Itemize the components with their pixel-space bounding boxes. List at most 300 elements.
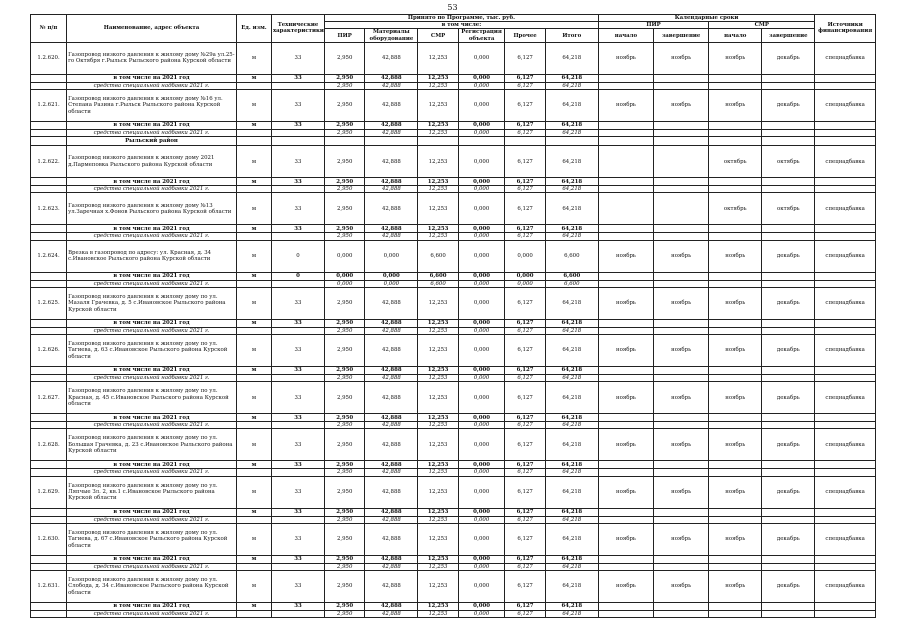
other-cell: 6,127: [505, 367, 545, 375]
other-cell: 6,127: [505, 563, 545, 570]
total-cell: 64,218: [545, 555, 598, 563]
pir-cell: 2,950: [325, 555, 365, 563]
special-funds-row: [31, 233, 876, 240]
reg-cell: 0,000: [458, 476, 505, 508]
other-cell: 6,127: [505, 74, 545, 82]
tech-cell: 33: [271, 382, 324, 414]
smr-cell: 12,253: [418, 422, 458, 429]
pir-cell: 2,950: [325, 516, 365, 523]
reg-cell: 0,000: [458, 193, 505, 225]
other-cell: 6,127: [505, 429, 545, 461]
unit-cell: м: [236, 335, 271, 367]
pir-start-cell: ноябрь: [598, 335, 653, 367]
total-cell: 64,218: [545, 130, 598, 137]
materials-cell: 42,888: [365, 130, 418, 137]
total-cell: 64,218: [545, 146, 598, 178]
smr-cell: 12,253: [418, 375, 458, 382]
materials-cell: 42,888: [365, 422, 418, 429]
smr-cell: 12,253: [418, 571, 458, 603]
smr-cell: 12,253: [418, 476, 458, 508]
total-cell: 64,218: [545, 476, 598, 508]
materials-cell: 42,888: [365, 42, 418, 74]
pir-cell: 2,950: [325, 225, 365, 233]
source-cell: спецнадбавка: [815, 523, 876, 555]
special-funds-row: [31, 327, 876, 334]
object-name: Газопровод низкого давления к жилому дому 2021 д.Пармеповка Рыльского района Курской области: [67, 146, 237, 178]
unit-cell: м: [236, 508, 271, 516]
special-funds-label: средства специальной надбавки 2021 г.: [67, 469, 237, 476]
source-cell: спецнадбавка: [815, 193, 876, 225]
total-cell: 64,218: [545, 82, 598, 89]
tech-cell: 33: [271, 523, 324, 555]
other-cell: 6,127: [505, 42, 545, 74]
reg-cell: 0,000: [458, 335, 505, 367]
subtotal-row: [31, 414, 876, 422]
materials-cell: 42,888: [365, 555, 418, 563]
smr-cell: 12,253: [418, 193, 458, 225]
object-name: Газопровод низкого давления к жилому дому по ул. Большая Грачевка, д. 23 с.Ивановское Рыльского района Курской области: [67, 429, 237, 461]
materials-cell: 42,888: [365, 563, 418, 570]
source-cell: спецнадбавка: [815, 335, 876, 367]
other-cell: 6,127: [505, 461, 545, 469]
materials-cell: 42,888: [365, 178, 418, 186]
subtotal-row: [31, 122, 876, 130]
section-title: Рыльский район: [67, 137, 237, 146]
materials-cell: 0,000: [365, 240, 418, 272]
unit-cell: м: [236, 603, 271, 611]
materials-cell: 42,888: [365, 327, 418, 334]
unit-cell: м: [236, 225, 271, 233]
tech-cell: 33: [271, 122, 324, 130]
tech-cell: 33: [271, 335, 324, 367]
smr-cell: 12,253: [418, 414, 458, 422]
reg-cell: 0,000: [458, 611, 505, 618]
subtotal-row: [31, 74, 876, 82]
other-cell: 6,127: [505, 375, 545, 382]
smr-cell: 6,600: [418, 280, 458, 287]
reg-cell: 0,000: [458, 516, 505, 523]
smr-cell: 12,253: [418, 327, 458, 334]
table-row: [31, 42, 876, 74]
reg-cell: 0,000: [458, 90, 505, 122]
smr-cell: 12,253: [418, 429, 458, 461]
object-name: Газопровод низкого давления к жилому дому по ул. Тагиева, д. 67 с.Ивановское Рыльского района Курской области: [67, 523, 237, 555]
special-funds-label: средства специальной надбавки 2021 г.: [67, 375, 237, 382]
materials-cell: 42,888: [365, 74, 418, 82]
unit-cell: м: [236, 272, 271, 280]
total-cell: 64,218: [545, 508, 598, 516]
row-num: 1.2.625.: [31, 287, 67, 319]
smr-cell: 12,253: [418, 42, 458, 74]
header-smr: СМР: [418, 29, 458, 42]
tech-cell: 33: [271, 193, 324, 225]
materials-cell: 42,888: [365, 375, 418, 382]
reg-cell: 0,000: [458, 327, 505, 334]
smr-start-cell: октябрь: [709, 193, 762, 225]
smr-cell: 12,253: [418, 603, 458, 611]
reg-cell: 0,000: [458, 461, 505, 469]
subtotal-label: в том числе на 2021 год: [67, 122, 237, 130]
header-tech: Технические характеристики: [271, 15, 324, 43]
special-funds-row: [31, 516, 876, 523]
section-row: [31, 137, 876, 146]
total-cell: 64,218: [545, 523, 598, 555]
unit-cell: м: [236, 414, 271, 422]
table-row: [31, 287, 876, 319]
smr-cell: 12,253: [418, 122, 458, 130]
smr-end-cell: декабрь: [762, 523, 815, 555]
pir-cell: 2,950: [325, 375, 365, 382]
subtotal-label: в том числе на 2021 год: [67, 178, 237, 186]
materials-cell: 42,888: [365, 146, 418, 178]
special-funds-row: [31, 280, 876, 287]
pir-start-cell: ноябрь: [598, 240, 653, 272]
total-cell: 64,218: [545, 327, 598, 334]
pir-cell: 2,950: [325, 422, 365, 429]
pir-end-cell: ноябрь: [654, 382, 709, 414]
row-num: 1.2.626.: [31, 335, 67, 367]
pir-cell: 2,950: [325, 327, 365, 334]
pir-end-cell: ноябрь: [654, 90, 709, 122]
special-funds-row: [31, 469, 876, 476]
reg-cell: 0,000: [458, 429, 505, 461]
special-funds-row: [31, 375, 876, 382]
materials-cell: 42,888: [365, 193, 418, 225]
total-cell: 64,218: [545, 225, 598, 233]
table-row: [31, 476, 876, 508]
tech-cell: 0: [271, 272, 324, 280]
row-num: 1.2.620.: [31, 42, 67, 74]
materials-cell: 42,888: [365, 122, 418, 130]
smr-start-cell: ноябрь: [709, 42, 762, 74]
subtotal-label: в том числе на 2021 год: [67, 74, 237, 82]
other-cell: 6,127: [505, 611, 545, 618]
reg-cell: 0,000: [458, 130, 505, 137]
special-funds-row: [31, 82, 876, 89]
reg-cell: 0,000: [458, 272, 505, 280]
tech-cell: 33: [271, 42, 324, 74]
pir-end-cell: ноябрь: [654, 429, 709, 461]
reg-cell: 0,000: [458, 422, 505, 429]
special-funds-label: средства специальной надбавки 2021 г.: [67, 327, 237, 334]
total-cell: 64,218: [545, 516, 598, 523]
source-cell: спецнадбавка: [815, 287, 876, 319]
other-cell: 6,127: [505, 476, 545, 508]
pir-cell: 2,950: [325, 130, 365, 137]
table-row: [31, 146, 876, 178]
unit-cell: м: [236, 367, 271, 375]
row-num: 1.2.627.: [31, 382, 67, 414]
materials-cell: 42,888: [365, 335, 418, 367]
pir-cell: 2,950: [325, 146, 365, 178]
smr-cell: 6,600: [418, 240, 458, 272]
tech-cell: 33: [271, 476, 324, 508]
unit-cell: м: [236, 178, 271, 186]
pir-start-cell: [598, 193, 653, 225]
pir-cell: 2,950: [325, 508, 365, 516]
subtotal-label: в том числе на 2021 год: [67, 225, 237, 233]
unit-cell: м: [236, 42, 271, 74]
tech-cell: 33: [271, 225, 324, 233]
pir-cell: 2,950: [325, 90, 365, 122]
pir-cell: 2,950: [325, 287, 365, 319]
materials-cell: 42,888: [365, 571, 418, 603]
reg-cell: 0,000: [458, 122, 505, 130]
unit-cell: м: [236, 74, 271, 82]
subtotal-label: в том числе на 2021 год: [67, 319, 237, 327]
smr-start-cell: ноябрь: [709, 335, 762, 367]
tech-cell: 33: [271, 571, 324, 603]
reg-cell: 0,000: [458, 555, 505, 563]
unit-cell: м: [236, 461, 271, 469]
header-materials: Материалы оборудование: [365, 29, 418, 42]
reg-cell: 0,000: [458, 563, 505, 570]
smr-cell: 12,253: [418, 523, 458, 555]
table-row: [31, 193, 876, 225]
pir-start-cell: ноябрь: [598, 90, 653, 122]
program-table: [30, 14, 876, 618]
source-cell: спецнадбавка: [815, 42, 876, 74]
reg-cell: 0,000: [458, 233, 505, 240]
pir-cell: 2,950: [325, 603, 365, 611]
pir-start-cell: ноябрь: [598, 382, 653, 414]
reg-cell: 0,000: [458, 74, 505, 82]
smr-cell: 12,253: [418, 516, 458, 523]
smr-cell: 12,253: [418, 367, 458, 375]
table-row: [31, 571, 876, 603]
total-cell: 64,218: [545, 122, 598, 130]
smr-cell: 12,253: [418, 563, 458, 570]
smr-end-cell: декабрь: [762, 42, 815, 74]
object-name: Газопровод низкого давления к жилому дому по ул. Ляпчые Зл. 2, кв.1 с.Ивановское Рыльского района Курской области: [67, 476, 237, 508]
other-cell: 6,127: [505, 146, 545, 178]
reg-cell: 0,000: [458, 571, 505, 603]
smr-cell: 12,253: [418, 469, 458, 476]
reg-cell: 0,000: [458, 42, 505, 74]
tech-cell: 33: [271, 74, 324, 82]
unit-cell: м: [236, 555, 271, 563]
pir-start-cell: ноябрь: [598, 287, 653, 319]
pir-start-cell: ноябрь: [598, 571, 653, 603]
other-cell: 6,127: [505, 90, 545, 122]
other-cell: 6,127: [505, 516, 545, 523]
smr-cell: 12,253: [418, 90, 458, 122]
row-num: 1.2.621.: [31, 90, 67, 122]
other-cell: 0,000: [505, 240, 545, 272]
smr-end-cell: декабрь: [762, 90, 815, 122]
subtotal-row: [31, 178, 876, 186]
smr-cell: 12,253: [418, 555, 458, 563]
special-funds-label: средства специальной надбавки 2021 г.: [67, 233, 237, 240]
special-funds-label: средства специальной надбавки 2021 г.: [67, 422, 237, 429]
table-row: [31, 90, 876, 122]
unit-cell: м: [236, 193, 271, 225]
subtotal-row: [31, 272, 876, 280]
pir-cell: 2,950: [325, 367, 365, 375]
subtotal-label: в том числе на 2021 год: [67, 461, 237, 469]
total-cell: 64,218: [545, 367, 598, 375]
total-cell: 64,218: [545, 429, 598, 461]
total-cell: 64,218: [545, 611, 598, 618]
row-num: 1.2.631.: [31, 571, 67, 603]
object-name: Газопровод низкого давления к жилому дому №29а ул.25-го Октября г.Рыльск Рыльского района Курской области: [67, 42, 237, 74]
pir-end-cell: ноябрь: [654, 42, 709, 74]
smr-end-cell: декабрь: [762, 335, 815, 367]
smr-cell: 6,600: [418, 272, 458, 280]
smr-cell: 12,253: [418, 186, 458, 193]
total-cell: 64,218: [545, 178, 598, 186]
header-smr-start: начало: [709, 29, 762, 42]
smr-cell: 12,253: [418, 287, 458, 319]
reg-cell: 0,000: [458, 186, 505, 193]
subtotal-row: [31, 555, 876, 563]
header-incl: в том числе:: [325, 22, 599, 29]
pir-start-cell: ноябрь: [598, 42, 653, 74]
other-cell: 6,127: [505, 414, 545, 422]
other-cell: 6,127: [505, 186, 545, 193]
smr-start-cell: ноябрь: [709, 382, 762, 414]
header-other: Прочее: [505, 29, 545, 42]
special-funds-row: [31, 130, 876, 137]
header-terms: Календарные сроки: [598, 15, 815, 22]
smr-start-cell: ноябрь: [709, 523, 762, 555]
total-cell: 64,218: [545, 382, 598, 414]
smr-end-cell: декабрь: [762, 240, 815, 272]
object-name: Газопровод низкого давления к жилому дому по ул. Красная, д. 45 с.Ивановское Рыльского района Курской области: [67, 382, 237, 414]
pir-start-cell: [598, 146, 653, 178]
materials-cell: 42,888: [365, 82, 418, 89]
materials-cell: 42,888: [365, 611, 418, 618]
smr-cell: 12,253: [418, 319, 458, 327]
table-body: [31, 42, 876, 617]
materials-cell: 42,888: [365, 429, 418, 461]
header-terms-pir: ПИР: [598, 22, 708, 29]
total-cell: 64,218: [545, 461, 598, 469]
other-cell: 6,127: [505, 193, 545, 225]
unit-cell: м: [236, 240, 271, 272]
object-name: Газопровод низкого давления к жилому дому №13 ул.Заречная х.Фонов Рыльского района Курской области: [67, 193, 237, 225]
special-funds-label: средства специальной надбавки 2021 г.: [67, 130, 237, 137]
reg-cell: 0,000: [458, 287, 505, 319]
pir-cell: 2,950: [325, 469, 365, 476]
source-cell: спецнадбавка: [815, 571, 876, 603]
smr-cell: 12,253: [418, 74, 458, 82]
materials-cell: 42,888: [365, 508, 418, 516]
reg-cell: 0,000: [458, 240, 505, 272]
subtotal-label: в том числе на 2021 год: [67, 367, 237, 375]
pir-cell: 2,950: [325, 42, 365, 74]
reg-cell: 0,000: [458, 375, 505, 382]
reg-cell: 0,000: [458, 319, 505, 327]
object-name: Газопровод низкого давления к жилому дому по ул. Слобода, д. 34 с.Ивановское Рыльского района Курской области: [67, 571, 237, 603]
row-num: 1.2.622.: [31, 146, 67, 178]
materials-cell: 42,888: [365, 367, 418, 375]
page-number: 53: [447, 3, 458, 12]
pir-cell: 2,950: [325, 82, 365, 89]
source-cell: спецнадбавка: [815, 476, 876, 508]
materials-cell: 42,888: [365, 225, 418, 233]
unit-cell: м: [236, 122, 271, 130]
smr-cell: 12,253: [418, 178, 458, 186]
subtotal-row: [31, 367, 876, 375]
smr-start-cell: октябрь: [709, 146, 762, 178]
subtotal-row: [31, 319, 876, 327]
special-funds-label: средства специальной надбавки 2021 г.: [67, 82, 237, 89]
materials-cell: 42,888: [365, 382, 418, 414]
special-funds-label: средства специальной надбавки 2021 г.: [67, 280, 237, 287]
pir-cell: 2,950: [325, 414, 365, 422]
tech-cell: 33: [271, 461, 324, 469]
subtotal-label: в том числе на 2021 год: [67, 272, 237, 280]
header-pir-start: начало: [598, 29, 653, 42]
materials-cell: 42,888: [365, 461, 418, 469]
smr-start-cell: ноябрь: [709, 571, 762, 603]
pir-cell: 2,950: [325, 193, 365, 225]
object-name: Газопровод низкого давления к жилому дому по ул. Мазаля Грачевка, д. 5 с.Ивановское Рыльского района Курской области: [67, 287, 237, 319]
reg-cell: 0,000: [458, 225, 505, 233]
total-cell: 6,600: [545, 280, 598, 287]
tech-cell: 33: [271, 508, 324, 516]
total-cell: 64,218: [545, 233, 598, 240]
other-cell: 6,127: [505, 382, 545, 414]
pir-start-cell: ноябрь: [598, 429, 653, 461]
source-cell: спецнадбавка: [815, 382, 876, 414]
pir-end-cell: ноябрь: [654, 476, 709, 508]
smr-cell: 12,253: [418, 82, 458, 89]
other-cell: 6,127: [505, 523, 545, 555]
smr-end-cell: декабрь: [762, 476, 815, 508]
tech-cell: 33: [271, 146, 324, 178]
smr-cell: 12,253: [418, 382, 458, 414]
materials-cell: 42,888: [365, 516, 418, 523]
reg-cell: 0,000: [458, 523, 505, 555]
source-cell: спецнадбавка: [815, 146, 876, 178]
pir-cell: 2,950: [325, 382, 365, 414]
subtotal-row: [31, 603, 876, 611]
pir-cell: 2,950: [325, 122, 365, 130]
source-cell: спецнадбавка: [815, 429, 876, 461]
total-cell: 64,218: [545, 571, 598, 603]
pir-cell: 2,950: [325, 186, 365, 193]
materials-cell: 0,000: [365, 272, 418, 280]
row-num: 1.2.623.: [31, 193, 67, 225]
total-cell: 64,218: [545, 42, 598, 74]
materials-cell: 42,888: [365, 319, 418, 327]
header-terms-smr: СМР: [709, 22, 815, 29]
total-cell: 64,218: [545, 193, 598, 225]
special-funds-label: средства специальной надбавки 2021 г.: [67, 611, 237, 618]
total-cell: 64,218: [545, 469, 598, 476]
other-cell: 0,000: [505, 272, 545, 280]
other-cell: 6,127: [505, 335, 545, 367]
smr-start-cell: ноябрь: [709, 240, 762, 272]
unit-cell: м: [236, 476, 271, 508]
tech-cell: 33: [271, 319, 324, 327]
pir-cell: 2,950: [325, 563, 365, 570]
object-name: Врезка в газопровод по адресу: ул. Красная, д. 34 с.Ивановское Рыльского района Курской области: [67, 240, 237, 272]
other-cell: 6,127: [505, 469, 545, 476]
subtotal-row: [31, 508, 876, 516]
object-name: Газопровод низкого давления к жилому дому №16 ул. Степана Разина г.Рыльск Рыльского района Курской области: [67, 90, 237, 122]
unit-cell: м: [236, 523, 271, 555]
subtotal-label: в том числе на 2021 год: [67, 508, 237, 516]
smr-end-cell: декабрь: [762, 571, 815, 603]
other-cell: 6,127: [505, 508, 545, 516]
materials-cell: 0,000: [365, 280, 418, 287]
table-row: [31, 429, 876, 461]
pir-end-cell: [654, 193, 709, 225]
unit-cell: м: [236, 571, 271, 603]
